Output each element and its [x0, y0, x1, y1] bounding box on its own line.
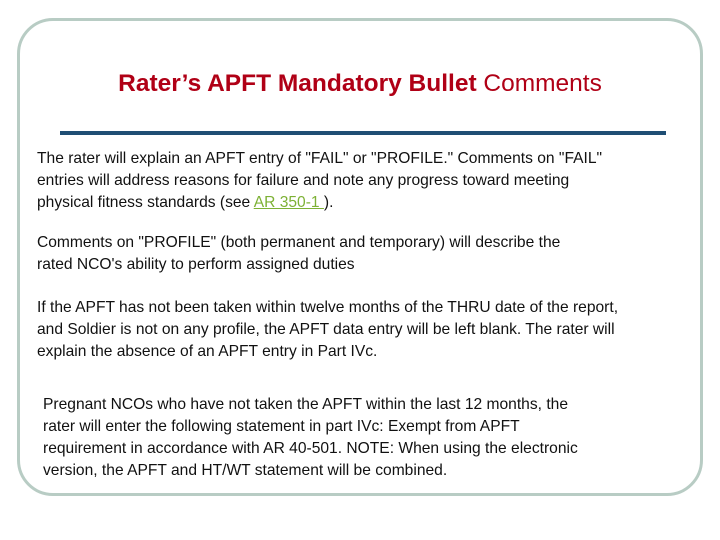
- paragraph-pregnant-ncos: [43, 394, 578, 482]
- paragraph-line: rater will enter the following statement in part IVc: Exempt from APFT: [43, 418, 520, 435]
- paragraph-line: The rater will explain an APFT entry of "FAIL" or "PROFILE." Comments on "FAIL": [37, 150, 603, 167]
- link-suffix-text: ).: [323, 194, 334, 211]
- paragraph-profile-comments: [37, 232, 560, 276]
- paragraph-line: Pregnant NCOs who have not taken the APFT within the last 12 months, the: [43, 396, 568, 413]
- paragraph-line: version, the APFT and HT/WT statement will be combined.: [43, 462, 448, 479]
- paragraph-line: Comments on "PROFILE" (both permanent and temporary) will describe the: [37, 234, 561, 251]
- paragraph-line: entries will address reasons for failure and note any progress toward meeting: [37, 172, 570, 189]
- paragraph-line: explain the absence of an APFT entry in Part IVc.: [37, 343, 378, 360]
- paragraph-apft-not-taken: [37, 297, 618, 363]
- paragraph-line: rated NCO's ability to perform assigned duties: [37, 256, 355, 273]
- paragraph-line: and Soldier is not on any profile, the APFT data entry will be left blank. The rater will: [37, 321, 615, 338]
- title-normal-part: Comments: [483, 70, 602, 97]
- paragraph-line-with-link: [37, 192, 602, 214]
- paragraph-line: If the APFT has not been taken within twelve months of the THRU date of the report,: [37, 299, 619, 316]
- slide-title: [0, 68, 720, 100]
- paragraph-fail-profile: [37, 148, 602, 214]
- paragraph-line: requirement in accordance with AR 40-501. NOTE: When using the electronic: [43, 440, 578, 457]
- title-divider: [60, 131, 666, 135]
- link-prefix-text: physical fitness standards (see: [37, 194, 254, 211]
- ar-350-1-link[interactable]: AR 350-1: [253, 194, 324, 211]
- title-bold-part: Rater’s APFT Mandatory Bullet: [118, 70, 477, 97]
